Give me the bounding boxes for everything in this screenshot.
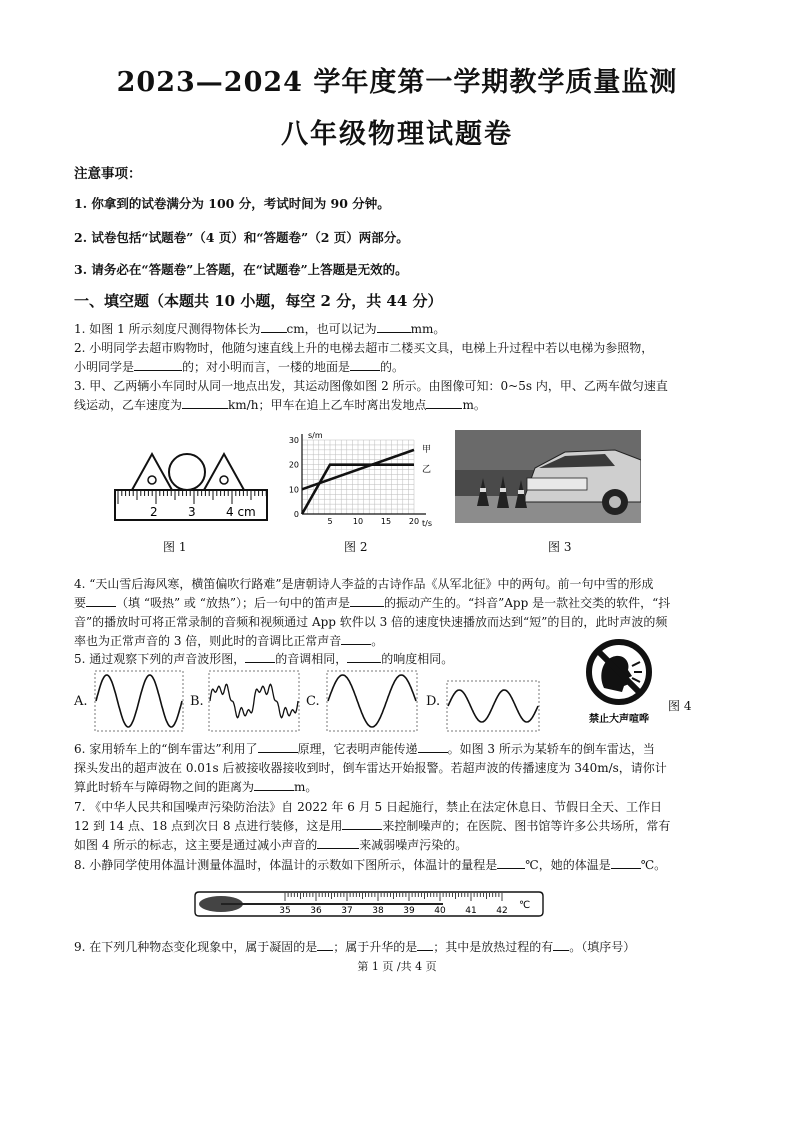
thermometer-label: 41: [465, 906, 477, 916]
cone-stripe: [518, 490, 524, 494]
answer-blank: [350, 358, 380, 371]
question-4: 4. “天山雪后海风寒，横笛偏吹行路难”是唐朝诗人李益的古诗作品《从军北征》中的两句。前一句中雪的形成 要 （填 “吸热” 或 “放热”）；后一句中的笛声是 的振动产生的。“抖音”App 是一款社交类的软件，“抖 音”的播放时可将正常录制的音频和视频通过 App 软件以 3 倍的速度快速播放而达到“短”的目的，此时声波的频 率也为正常声音的 3 倍，则此时的音调比正常声音 。: [74, 577, 671, 648]
question-1: 1. 如图 1 所示刻度尺测得物体长为 cm，也可以记为 mm。: [74, 322, 446, 336]
car-bumper: [527, 478, 587, 490]
y-tick-label: 0: [293, 510, 299, 519]
answer-blank: [377, 320, 411, 333]
figure-4-caption: 图 4: [668, 699, 692, 713]
figure-1-ruler: [112, 448, 272, 526]
question-3: 3. 甲、乙两辆小车同时从同一地点出发，其运动图像如图 2 所示。由图像可知：0~5s 内，甲、乙两车做匀速直 线运动，乙车速度为 km/h；甲车在追上乙车时离出发地点 m。: [74, 379, 668, 412]
round-object: [169, 454, 205, 490]
question-5: 5. 通过观察下列的声音波形图， 的音调相同， 的响度相同。: [74, 652, 454, 666]
chart-grid: [302, 440, 414, 514]
answer-blank: [86, 594, 116, 607]
answer-blank: [347, 650, 381, 663]
figure-4-sign: [574, 636, 664, 728]
wave-frame: [327, 671, 417, 731]
series-label-yi: 乙: [422, 465, 432, 475]
answer-blank: [254, 778, 294, 791]
sign-text: 禁止大声喧哗: [589, 714, 649, 725]
thermometer-label: 35: [279, 906, 291, 916]
option-label: D.: [426, 694, 441, 709]
triangle-hole: [148, 476, 156, 484]
option-label: C.: [306, 694, 320, 709]
question-9: 9. 在下列几种物态变化现象中，属于凝固的是 ；属于升华的是 ；其中是放热过程的有 。（填序号）: [74, 940, 636, 954]
series-label-jia: 甲: [422, 445, 432, 455]
question-6: 6. 家用轿车上的“倒车雷达”利用了 原理，它表明声能传递 。如图 3 所示为某轿车的倒车雷达，当 探头发出的超声波在 0.01s 后被接收器接收到时，倒车雷达开始报警。若超声波的传播速度为 340m/s，请你计 算此时轿车与障碍物之间的距离为 m。: [74, 742, 667, 794]
section-heading: 一、填空题（本题共 10 小题，每空 2 分，共 44 分）: [74, 292, 443, 310]
wave-line: [448, 690, 538, 722]
y-tick-label: 10: [288, 485, 299, 495]
answer-blank: [497, 856, 525, 869]
question-7: 7. 《中华人民共和国噪声污染防治法》自 2022 年 6 月 5 日起施行，禁止在法定休息日、节假日全天、工作日 12 到 14 点、18 点到次日 8 点进行装修，这是用 来控制噪声的；在医院、图书馆等许多公共场所，常有 如图 4 所示的标志，这主要是通过减小声音的 来减弱噪声污染的。: [74, 800, 671, 852]
thermometer-label: 36: [310, 906, 322, 916]
exam-subtitle: 八年级物理试题卷: [281, 119, 513, 150]
note-item: 2. 试卷包括“试题卷”（4 页）和“答题卷”（2 页）两部分。: [74, 230, 409, 245]
notes-heading: 注意事项：: [74, 166, 142, 182]
exam-title: 2023—2024 学年度第一学期教学质量监测: [116, 67, 678, 98]
waveform-d: [446, 680, 540, 732]
thermometer: [193, 884, 545, 922]
waveform-c: [326, 670, 418, 732]
x-tick-label: 5: [327, 517, 333, 526]
cone-stripe: [480, 488, 486, 492]
chart-axes: [302, 434, 426, 514]
note-item: 3. 请务必在“答题卷”上答题，在“试题卷”上答题是无效的。: [74, 262, 408, 277]
figure-1-caption: 图 1: [163, 540, 187, 554]
x-tick-label: 15: [380, 517, 392, 526]
cone-stripe: [500, 488, 506, 492]
wave-line: [328, 675, 416, 727]
thermometer-label: 42: [496, 906, 508, 916]
thermometer-label: 38: [372, 906, 384, 916]
wave-line: [96, 675, 182, 727]
thermometer-label: 40: [434, 906, 446, 916]
answer-blank: [134, 358, 182, 371]
answer-blank: [261, 320, 287, 333]
thermometer-unit: ℃: [519, 900, 531, 911]
waveform-a: [94, 670, 184, 732]
option-label: B.: [190, 694, 204, 709]
answer-blank: [553, 938, 569, 951]
answer-blank: [350, 594, 384, 607]
figure-3-car-photo: [455, 430, 641, 523]
y-tick-label: 20: [288, 460, 299, 470]
answer-blank: [258, 740, 298, 753]
option-label: A.: [74, 694, 88, 709]
chart-xlabel: t/s: [422, 519, 432, 528]
question-8: 8. 小静同学使用体温计测量体温时，体温计的示数如下图所示，体温计的量程是 ℃，她的体温是 ℃。: [74, 858, 667, 872]
ruler-label: 2: [150, 505, 158, 519]
car-hubcap: [609, 496, 621, 508]
answer-blank: [611, 856, 641, 869]
answer-blank: [341, 632, 371, 645]
answer-blank: [182, 396, 228, 409]
answer-blank: [342, 817, 382, 830]
page-footer: 第 1 页 /共 4 页: [357, 960, 437, 973]
chart-ticks: [289, 436, 419, 526]
question-2: 2. 小明同学去超市购物时，他随匀速直线上升的电梯去超市二楼买文具，电梯上升过程中若以电梯为参照物， 小明同学是 的；对小明而言，一楼的地面是 的。: [74, 341, 654, 374]
figure-2-caption: 图 2: [344, 540, 368, 554]
y-tick-label: 30: [288, 436, 299, 445]
answer-blank: [426, 396, 462, 409]
thermometer-label: 37: [341, 906, 353, 916]
chart-ylabel: s/m: [308, 431, 323, 440]
answer-blank: [418, 740, 448, 753]
ruler-label: 3: [188, 505, 196, 519]
answer-blank: [245, 650, 275, 663]
figure-2-chart: [282, 428, 442, 530]
ruler-label: 4 cm: [226, 505, 256, 519]
wave-line: [210, 684, 298, 717]
figure-3-caption: 图 3: [548, 540, 572, 554]
x-tick-label: 20: [408, 517, 420, 526]
thermometer-label: 39: [403, 906, 415, 916]
waveform-b: [208, 670, 300, 732]
answer-blank: [417, 938, 433, 951]
note-item: 1. 你拿到的试卷满分为 100 分，考试时间为 90 分钟。: [74, 196, 390, 211]
x-tick-label: 10: [352, 517, 364, 526]
triangle-hole: [220, 476, 228, 484]
answer-blank: [317, 938, 333, 951]
answer-blank: [317, 836, 359, 849]
